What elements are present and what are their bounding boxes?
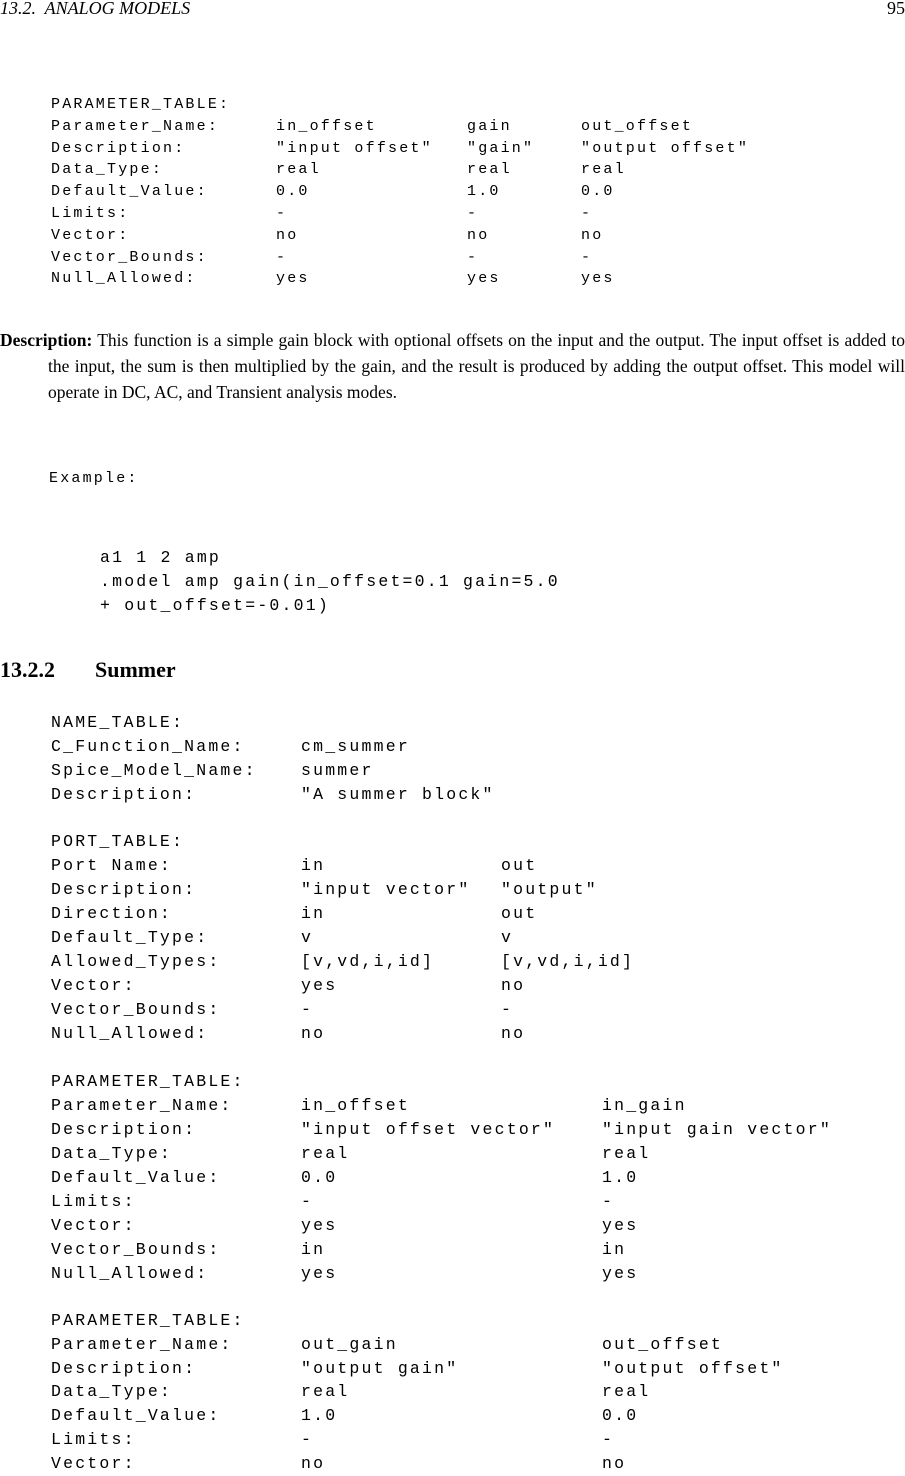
- table-title: PARAMETER_TABLE:: [51, 96, 231, 113]
- row-label: Allowed_Types:: [51, 952, 221, 971]
- row-label: Default_Value:: [51, 183, 208, 201]
- cell-value: in_offset: [276, 117, 377, 135]
- row-label: Vector:: [51, 1216, 136, 1235]
- row-label: Spice_Model_Name:: [51, 761, 257, 780]
- cell-value: 1.0: [467, 183, 501, 201]
- cell-value: "input gain vector": [602, 1120, 832, 1139]
- cell-value: in_gain: [602, 1096, 687, 1115]
- row-label: Null_Allowed:: [51, 270, 197, 288]
- cell-value: out_gain: [301, 1334, 398, 1354]
- row-label: Default_Type:: [51, 928, 209, 947]
- cell-value: v: [501, 928, 514, 947]
- table-title: PARAMETER_TABLE:: [51, 1072, 245, 1091]
- cell-value: -: [467, 205, 479, 222]
- row-label: Null_Allowed:: [51, 1024, 209, 1043]
- cell-value: in: [301, 904, 326, 923]
- cell-value: 1.0: [602, 1168, 639, 1187]
- code-line: a1 1 2 amp: [100, 548, 222, 567]
- cell-value: no: [301, 1453, 326, 1473]
- row-label: Null_Allowed:: [51, 1264, 209, 1283]
- cell-value: no: [581, 226, 604, 244]
- row-label: Data_Type:: [51, 161, 164, 179]
- row-label: Port Name:: [51, 856, 173, 875]
- cell-value: "input offset": [276, 139, 433, 157]
- section-number: 13.2.2: [0, 657, 55, 682]
- running-header-title: 13.2. ANALOG MODELS: [0, 0, 191, 18]
- cell-value: out_offset: [602, 1334, 724, 1354]
- code-line: + out_offset=-0.01): [100, 596, 330, 615]
- section-heading: [0, 657, 176, 683]
- row-label: Description:: [51, 1358, 197, 1378]
- cell-value: no: [501, 1024, 526, 1043]
- row-label: Vector_Bounds:: [51, 248, 208, 266]
- row-label: Vector:: [51, 976, 136, 995]
- row-label: Parameter_Name:: [51, 117, 220, 135]
- model-description: [0, 327, 905, 405]
- cell-value: summer: [301, 761, 374, 780]
- row-label: Limits:: [51, 1430, 136, 1449]
- row-label: Description:: [51, 785, 197, 804]
- cell-value: [v,vd,i,id]: [501, 952, 635, 971]
- table-title: PARAMETER_TABLE:: [51, 1311, 245, 1330]
- cell-value: "output gain": [301, 1358, 459, 1378]
- row-label: Vector_Bounds:: [51, 1000, 221, 1019]
- cell-value: yes: [276, 270, 310, 288]
- cell-value: real: [301, 1382, 350, 1402]
- cell-value: -: [276, 248, 288, 266]
- cell-value: real: [581, 161, 626, 179]
- table-title: PORT_TABLE:: [51, 832, 185, 851]
- row-label: Limits:: [51, 205, 130, 222]
- cell-value: 0.0: [581, 183, 615, 201]
- row-label: Description:: [51, 880, 197, 899]
- description-text: This function is a simple gain block with optional offsets on the input and the output. The input offset is added to the input, the sum is then multiplied by the gain, and the result is produced by adding the output offset. This model will operate in DC, AC, and Transient analysis modes.: [48, 330, 905, 402]
- cell-value: real: [602, 1144, 651, 1163]
- cell-value: out_offset: [581, 117, 694, 135]
- cell-value: -: [301, 1430, 314, 1449]
- row-label: Data_Type:: [51, 1144, 173, 1163]
- cell-value: real: [301, 1144, 350, 1163]
- cell-value: "input offset vector": [301, 1120, 556, 1139]
- row-label: C_Function_Name:: [51, 737, 245, 756]
- cell-value: gain: [467, 117, 512, 135]
- cell-value: no: [467, 226, 490, 244]
- cell-value: 0.0: [602, 1406, 639, 1426]
- cell-value: real: [602, 1382, 651, 1402]
- cell-value: yes: [602, 1216, 639, 1235]
- row-label: Limits:: [51, 1192, 136, 1211]
- cell-value: -: [602, 1430, 615, 1449]
- cell-value: -: [501, 1000, 514, 1019]
- cell-value: v: [301, 928, 314, 947]
- cell-value: real: [276, 161, 321, 179]
- code-line: .model amp gain(in_offset=0.1 gain=5.0: [100, 572, 560, 591]
- row-label: Direction:: [51, 904, 173, 923]
- cell-value: "input vector": [301, 880, 471, 899]
- cell-value: -: [581, 248, 593, 266]
- cell-value: cm_summer: [301, 737, 410, 756]
- cell-value: -: [301, 1000, 314, 1019]
- cell-value: 0.0: [276, 183, 310, 201]
- cell-value: 1.0: [301, 1406, 338, 1426]
- cell-value: [v,vd,i,id]: [301, 952, 435, 971]
- cell-value: "output offset": [581, 139, 750, 157]
- example-label: Example:: [49, 470, 139, 487]
- cell-value: -: [276, 205, 288, 222]
- description-label: Description:: [0, 330, 93, 350]
- cell-value: -: [301, 1192, 314, 1211]
- page-number: 95: [887, 0, 905, 18]
- row-label: Vector:: [51, 226, 130, 244]
- cell-value: no: [276, 226, 299, 244]
- cell-value: in: [301, 1240, 326, 1259]
- cell-value: "output offset": [602, 1358, 784, 1378]
- cell-value: real: [467, 161, 512, 179]
- cell-value: -: [581, 205, 593, 222]
- cell-value: "gain": [467, 139, 535, 157]
- cell-value: out: [501, 904, 538, 923]
- cell-value: "A summer block": [301, 785, 495, 804]
- cell-value: -: [467, 248, 479, 266]
- table-title: NAME_TABLE:: [51, 713, 185, 732]
- row-label: Description:: [51, 139, 186, 157]
- cell-value: no: [301, 1024, 326, 1043]
- cell-value: yes: [301, 976, 338, 995]
- row-label: Default_Value:: [51, 1168, 221, 1187]
- row-label: Vector:: [51, 1453, 136, 1473]
- cell-value: 0.0: [301, 1168, 338, 1187]
- cell-value: out: [501, 856, 538, 875]
- row-label: Description:: [51, 1120, 197, 1139]
- row-label: Vector_Bounds:: [51, 1240, 221, 1259]
- row-label: Parameter_Name:: [51, 1334, 233, 1354]
- cell-value: yes: [581, 270, 615, 288]
- row-label: Default_Value:: [51, 1406, 221, 1426]
- cell-value: "output": [501, 880, 598, 899]
- cell-value: -: [602, 1192, 615, 1211]
- cell-value: yes: [467, 270, 501, 288]
- cell-value: in: [602, 1240, 627, 1259]
- cell-value: no: [501, 976, 526, 995]
- cell-value: yes: [301, 1216, 338, 1235]
- cell-value: yes: [301, 1264, 338, 1283]
- section-title: Summer: [95, 657, 176, 682]
- row-label: Parameter_Name:: [51, 1096, 233, 1115]
- cell-value: yes: [602, 1264, 639, 1283]
- row-label: Data_Type:: [51, 1382, 173, 1402]
- cell-value: in_offset: [301, 1096, 410, 1115]
- cell-value: in: [301, 856, 326, 875]
- cell-value: no: [602, 1453, 627, 1473]
